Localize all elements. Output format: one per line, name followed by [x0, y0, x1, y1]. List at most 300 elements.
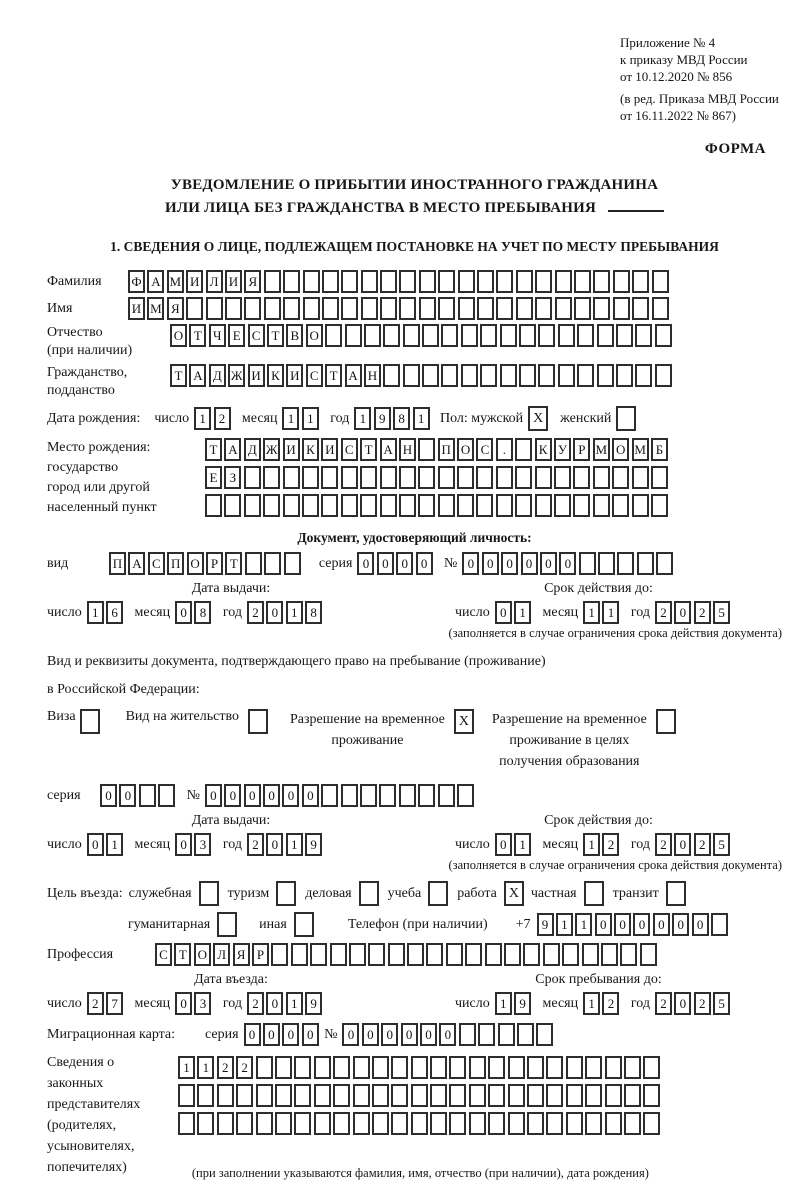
char-cell[interactable]	[488, 1112, 505, 1135]
char-cell[interactable]	[217, 1084, 234, 1107]
char-cell[interactable]: Я	[167, 297, 184, 320]
char-cell[interactable]	[341, 494, 358, 517]
char-cell[interactable]	[593, 297, 610, 320]
char-cell[interactable]	[224, 494, 241, 517]
char-cell[interactable]	[605, 1084, 622, 1107]
char-cell[interactable]	[476, 494, 493, 517]
char-cell[interactable]: А	[147, 270, 164, 293]
char-cell[interactable]: П	[438, 438, 455, 461]
char-cell[interactable]	[496, 466, 513, 489]
char-cell[interactable]: 1	[583, 992, 600, 1015]
char-cell[interactable]	[314, 1056, 331, 1079]
char-cell[interactable]: 2	[247, 601, 264, 624]
char-cell[interactable]: 0	[439, 1023, 456, 1046]
char-cell[interactable]: 0	[342, 1023, 359, 1046]
purpose-study-checkbox[interactable]	[428, 881, 448, 906]
char-cell[interactable]: 2	[655, 601, 672, 624]
char-cell[interactable]: Т	[174, 943, 191, 966]
char-cell[interactable]	[399, 297, 416, 320]
char-cell[interactable]	[574, 297, 591, 320]
char-cell[interactable]: 0	[244, 784, 261, 807]
char-cell[interactable]	[498, 1023, 515, 1046]
char-cell[interactable]: 1	[354, 407, 371, 430]
char-cell[interactable]: 2	[655, 992, 672, 1015]
char-cell[interactable]: 1	[583, 833, 600, 856]
char-cell[interactable]	[422, 324, 439, 347]
char-cell[interactable]: 5	[713, 833, 730, 856]
char-cell[interactable]	[361, 297, 378, 320]
char-cell[interactable]: 2	[87, 992, 104, 1015]
char-cell[interactable]	[310, 943, 327, 966]
char-cell[interactable]	[275, 1084, 292, 1107]
char-cell[interactable]	[461, 324, 478, 347]
char-cell[interactable]	[349, 943, 366, 966]
char-cell[interactable]	[391, 1056, 408, 1079]
char-cell[interactable]: 0	[692, 913, 709, 936]
char-cell[interactable]	[364, 324, 381, 347]
char-cell[interactable]: 0	[521, 552, 538, 575]
char-cell[interactable]	[236, 1112, 253, 1135]
char-cell[interactable]	[158, 784, 175, 807]
char-cell[interactable]	[558, 364, 575, 387]
char-cell[interactable]: М	[593, 438, 610, 461]
char-cell[interactable]	[379, 784, 396, 807]
char-cell[interactable]	[635, 364, 652, 387]
char-cell[interactable]: Ж	[263, 438, 280, 461]
char-cell[interactable]: 5	[713, 992, 730, 1015]
char-cell[interactable]: 2	[655, 833, 672, 856]
char-cell[interactable]	[620, 943, 637, 966]
char-cell[interactable]: 9	[514, 992, 531, 1015]
char-cell[interactable]	[430, 1084, 447, 1107]
char-cell[interactable]: 0	[595, 913, 612, 936]
char-cell[interactable]	[236, 1084, 253, 1107]
char-cell[interactable]: Я	[233, 943, 250, 966]
char-cell[interactable]	[244, 297, 261, 320]
char-cell[interactable]	[403, 324, 420, 347]
char-cell[interactable]	[469, 1084, 486, 1107]
char-cell[interactable]: 2	[236, 1056, 253, 1079]
char-cell[interactable]: 0	[263, 1023, 280, 1046]
char-cell[interactable]	[585, 1084, 602, 1107]
char-cell[interactable]	[360, 466, 377, 489]
char-cell[interactable]: У	[554, 438, 571, 461]
char-cell[interactable]	[178, 1084, 195, 1107]
char-cell[interactable]: 2	[602, 992, 619, 1015]
char-cell[interactable]	[480, 324, 497, 347]
char-cell[interactable]	[643, 1112, 660, 1135]
char-cell[interactable]	[535, 270, 552, 293]
char-cell[interactable]: 5	[713, 601, 730, 624]
char-cell[interactable]	[314, 1084, 331, 1107]
char-cell[interactable]: И	[128, 297, 145, 320]
char-cell[interactable]	[449, 1112, 466, 1135]
char-cell[interactable]	[566, 1084, 583, 1107]
char-cell[interactable]	[368, 943, 385, 966]
char-cell[interactable]	[256, 1056, 273, 1079]
purpose-tourism-checkbox[interactable]	[276, 881, 296, 906]
char-cell[interactable]	[477, 270, 494, 293]
char-cell[interactable]: 0	[224, 784, 241, 807]
char-cell[interactable]	[523, 943, 540, 966]
char-cell[interactable]	[438, 466, 455, 489]
char-cell[interactable]	[469, 1056, 486, 1079]
temp-residence-checkbox[interactable]: X	[454, 709, 474, 734]
char-cell[interactable]	[139, 784, 156, 807]
char-cell[interactable]: 0	[266, 992, 283, 1015]
char-cell[interactable]: Н	[399, 438, 416, 461]
char-cell[interactable]	[411, 1056, 428, 1079]
purpose-work-checkbox[interactable]: X	[504, 881, 524, 906]
char-cell[interactable]	[585, 1112, 602, 1135]
char-cell[interactable]	[624, 1112, 641, 1135]
char-cell[interactable]	[449, 1056, 466, 1079]
char-cell[interactable]: 0	[263, 784, 280, 807]
char-cell[interactable]	[538, 364, 555, 387]
char-cell[interactable]	[478, 1023, 495, 1046]
char-cell[interactable]: Н	[364, 364, 381, 387]
purpose-other-checkbox[interactable]	[294, 912, 314, 937]
char-cell[interactable]	[283, 466, 300, 489]
purpose-transit-checkbox[interactable]	[666, 881, 686, 906]
char-cell[interactable]: 0	[381, 1023, 398, 1046]
char-cell[interactable]	[360, 784, 377, 807]
char-cell[interactable]	[477, 297, 494, 320]
char-cell[interactable]	[430, 1112, 447, 1135]
char-cell[interactable]	[205, 494, 222, 517]
char-cell[interactable]	[597, 364, 614, 387]
char-cell[interactable]	[546, 1084, 563, 1107]
char-cell[interactable]	[555, 270, 572, 293]
char-cell[interactable]: 6	[106, 601, 123, 624]
char-cell[interactable]	[558, 324, 575, 347]
char-cell[interactable]	[562, 943, 579, 966]
char-cell[interactable]: 0	[205, 784, 222, 807]
char-cell[interactable]	[372, 1084, 389, 1107]
char-cell[interactable]: 0	[377, 552, 394, 575]
char-cell[interactable]	[206, 297, 223, 320]
char-cell[interactable]: К	[302, 438, 319, 461]
char-cell[interactable]	[341, 270, 358, 293]
char-cell[interactable]: С	[155, 943, 172, 966]
char-cell[interactable]: 0	[495, 833, 512, 856]
char-cell[interactable]	[422, 364, 439, 387]
char-cell[interactable]	[426, 943, 443, 966]
char-cell[interactable]: 2	[694, 833, 711, 856]
char-cell[interactable]	[341, 466, 358, 489]
char-cell[interactable]	[585, 1056, 602, 1079]
char-cell[interactable]	[383, 364, 400, 387]
char-cell[interactable]: 9	[537, 913, 554, 936]
char-cell[interactable]: И	[321, 438, 338, 461]
char-cell[interactable]	[465, 943, 482, 966]
char-cell[interactable]	[284, 552, 301, 575]
char-cell[interactable]: 1	[87, 601, 104, 624]
char-cell[interactable]	[527, 1084, 544, 1107]
char-cell[interactable]	[458, 297, 475, 320]
char-cell[interactable]	[577, 324, 594, 347]
temp-residence-edu-checkbox[interactable]	[656, 709, 676, 734]
char-cell[interactable]: Т	[170, 364, 187, 387]
char-cell[interactable]: О	[457, 438, 474, 461]
char-cell[interactable]	[582, 943, 599, 966]
char-cell[interactable]	[527, 1056, 544, 1079]
purpose-private-checkbox[interactable]	[584, 881, 604, 906]
char-cell[interactable]	[593, 270, 610, 293]
char-cell[interactable]: 0	[614, 913, 631, 936]
char-cell[interactable]	[480, 364, 497, 387]
char-cell[interactable]	[655, 364, 672, 387]
char-cell[interactable]	[391, 1084, 408, 1107]
char-cell[interactable]	[333, 1084, 350, 1107]
char-cell[interactable]: Л	[213, 943, 230, 966]
char-cell[interactable]	[605, 1112, 622, 1135]
char-cell[interactable]: Ч	[209, 324, 226, 347]
char-cell[interactable]: А	[345, 364, 362, 387]
char-cell[interactable]	[361, 270, 378, 293]
char-cell[interactable]	[459, 1023, 476, 1046]
char-cell[interactable]: Т	[360, 438, 377, 461]
char-cell[interactable]	[500, 364, 517, 387]
char-cell[interactable]: 0	[244, 1023, 261, 1046]
char-cell[interactable]	[632, 494, 649, 517]
char-cell[interactable]	[245, 552, 262, 575]
char-cell[interactable]	[457, 466, 474, 489]
char-cell[interactable]	[291, 943, 308, 966]
char-cell[interactable]	[441, 364, 458, 387]
char-cell[interactable]	[283, 297, 300, 320]
purpose-official-checkbox[interactable]	[199, 881, 219, 906]
char-cell[interactable]: Е	[228, 324, 245, 347]
char-cell[interactable]	[624, 1084, 641, 1107]
char-cell[interactable]: 0	[674, 601, 691, 624]
char-cell[interactable]	[573, 466, 590, 489]
char-cell[interactable]: 1	[302, 407, 319, 430]
char-cell[interactable]	[555, 297, 572, 320]
char-cell[interactable]	[283, 270, 300, 293]
char-cell[interactable]	[566, 1056, 583, 1079]
char-cell[interactable]	[632, 270, 649, 293]
char-cell[interactable]	[652, 297, 669, 320]
char-cell[interactable]: К	[267, 364, 284, 387]
char-cell[interactable]	[197, 1084, 214, 1107]
char-cell[interactable]	[496, 297, 513, 320]
char-cell[interactable]	[613, 297, 630, 320]
char-cell[interactable]: 0	[672, 913, 689, 936]
char-cell[interactable]	[616, 324, 633, 347]
char-cell[interactable]: 9	[374, 407, 391, 430]
char-cell[interactable]	[508, 1084, 525, 1107]
char-cell[interactable]	[519, 364, 536, 387]
char-cell[interactable]: И	[225, 270, 242, 293]
char-cell[interactable]	[538, 324, 555, 347]
char-cell[interactable]	[380, 494, 397, 517]
char-cell[interactable]	[256, 1112, 273, 1135]
char-cell[interactable]	[430, 1056, 447, 1079]
char-cell[interactable]	[353, 1112, 370, 1135]
char-cell[interactable]	[353, 1056, 370, 1079]
char-cell[interactable]	[186, 297, 203, 320]
char-cell[interactable]: 2	[214, 407, 231, 430]
char-cell[interactable]	[655, 324, 672, 347]
char-cell[interactable]	[283, 494, 300, 517]
char-cell[interactable]	[536, 1023, 553, 1046]
char-cell[interactable]: И	[186, 270, 203, 293]
char-cell[interactable]	[504, 943, 521, 966]
char-cell[interactable]	[616, 364, 633, 387]
char-cell[interactable]: 2	[694, 601, 711, 624]
char-cell[interactable]	[225, 297, 242, 320]
char-cell[interactable]: Т	[189, 324, 206, 347]
char-cell[interactable]	[321, 494, 338, 517]
char-cell[interactable]	[508, 1056, 525, 1079]
char-cell[interactable]	[515, 494, 532, 517]
char-cell[interactable]: 0	[100, 784, 117, 807]
char-cell[interactable]	[372, 1112, 389, 1135]
char-cell[interactable]	[419, 297, 436, 320]
char-cell[interactable]	[217, 1112, 234, 1135]
char-cell[interactable]	[399, 494, 416, 517]
char-cell[interactable]: 0	[653, 913, 670, 936]
char-cell[interactable]	[275, 1112, 292, 1135]
char-cell[interactable]: Е	[205, 466, 222, 489]
char-cell[interactable]: О	[306, 324, 323, 347]
char-cell[interactable]: М	[167, 270, 184, 293]
char-cell[interactable]: 0	[396, 552, 413, 575]
char-cell[interactable]	[264, 552, 281, 575]
char-cell[interactable]	[496, 270, 513, 293]
char-cell[interactable]	[441, 324, 458, 347]
char-cell[interactable]	[321, 466, 338, 489]
char-cell[interactable]: О	[187, 552, 204, 575]
char-cell[interactable]: 1	[197, 1056, 214, 1079]
char-cell[interactable]	[515, 438, 532, 461]
char-cell[interactable]	[438, 270, 455, 293]
char-cell[interactable]	[577, 364, 594, 387]
char-cell[interactable]	[303, 270, 320, 293]
char-cell[interactable]	[391, 1112, 408, 1135]
char-cell[interactable]	[263, 466, 280, 489]
char-cell[interactable]	[388, 943, 405, 966]
char-cell[interactable]	[263, 494, 280, 517]
char-cell[interactable]: 8	[194, 601, 211, 624]
char-cell[interactable]: 0	[362, 1023, 379, 1046]
char-cell[interactable]	[476, 466, 493, 489]
char-cell[interactable]	[418, 466, 435, 489]
char-cell[interactable]: 0	[416, 552, 433, 575]
char-cell[interactable]	[345, 324, 362, 347]
char-cell[interactable]: Т	[225, 552, 242, 575]
char-cell[interactable]	[651, 494, 668, 517]
char-cell[interactable]	[516, 270, 533, 293]
char-cell[interactable]: 0	[119, 784, 136, 807]
char-cell[interactable]	[407, 943, 424, 966]
char-cell[interactable]: 2	[217, 1056, 234, 1079]
char-cell[interactable]	[419, 270, 436, 293]
char-cell[interactable]: 9	[305, 833, 322, 856]
char-cell[interactable]	[485, 943, 502, 966]
char-cell[interactable]	[256, 1084, 273, 1107]
char-cell[interactable]	[617, 552, 634, 575]
char-cell[interactable]	[178, 1112, 195, 1135]
char-cell[interactable]	[613, 270, 630, 293]
char-cell[interactable]	[294, 1084, 311, 1107]
char-cell[interactable]: С	[341, 438, 358, 461]
char-cell[interactable]: 0	[462, 552, 479, 575]
char-cell[interactable]: О	[170, 324, 187, 347]
char-cell[interactable]: М	[632, 438, 649, 461]
char-cell[interactable]: П	[167, 552, 184, 575]
char-cell[interactable]	[656, 552, 673, 575]
residence-permit-checkbox[interactable]	[248, 709, 268, 734]
char-cell[interactable]: Т	[325, 364, 342, 387]
char-cell[interactable]: С	[248, 324, 265, 347]
sex-male-checkbox[interactable]: X	[528, 406, 548, 431]
char-cell[interactable]: А	[224, 438, 241, 461]
char-cell[interactable]	[438, 784, 455, 807]
char-cell[interactable]	[488, 1056, 505, 1079]
char-cell[interactable]	[457, 494, 474, 517]
char-cell[interactable]: А	[128, 552, 145, 575]
char-cell[interactable]	[403, 364, 420, 387]
char-cell[interactable]: 0	[674, 833, 691, 856]
char-cell[interactable]: А	[189, 364, 206, 387]
char-cell[interactable]	[601, 943, 618, 966]
char-cell[interactable]: 0	[302, 1023, 319, 1046]
char-cell[interactable]	[302, 466, 319, 489]
char-cell[interactable]: 0	[540, 552, 557, 575]
char-cell[interactable]: 0	[401, 1023, 418, 1046]
char-cell[interactable]	[635, 324, 652, 347]
char-cell[interactable]: 2	[602, 833, 619, 856]
char-cell[interactable]	[321, 784, 338, 807]
char-cell[interactable]	[593, 466, 610, 489]
char-cell[interactable]: К	[535, 438, 552, 461]
char-cell[interactable]	[372, 1056, 389, 1079]
char-cell[interactable]	[461, 364, 478, 387]
char-cell[interactable]	[457, 784, 474, 807]
char-cell[interactable]	[566, 1112, 583, 1135]
char-cell[interactable]: 0	[420, 1023, 437, 1046]
char-cell[interactable]	[264, 270, 281, 293]
char-cell[interactable]: А	[380, 438, 397, 461]
char-cell[interactable]	[535, 297, 552, 320]
char-cell[interactable]: 0	[302, 784, 319, 807]
sex-female-checkbox[interactable]	[616, 406, 636, 431]
char-cell[interactable]	[353, 1084, 370, 1107]
char-cell[interactable]	[632, 466, 649, 489]
char-cell[interactable]: 0	[501, 552, 518, 575]
char-cell[interactable]	[651, 466, 668, 489]
char-cell[interactable]	[527, 1112, 544, 1135]
char-cell[interactable]	[438, 297, 455, 320]
char-cell[interactable]: О	[194, 943, 211, 966]
char-cell[interactable]	[458, 270, 475, 293]
char-cell[interactable]	[519, 324, 536, 347]
char-cell[interactable]	[418, 784, 435, 807]
char-cell[interactable]: 1	[602, 601, 619, 624]
char-cell[interactable]	[294, 1112, 311, 1135]
char-cell[interactable]	[496, 494, 513, 517]
char-cell[interactable]	[275, 1056, 292, 1079]
char-cell[interactable]	[546, 1112, 563, 1135]
char-cell[interactable]	[197, 1112, 214, 1135]
char-cell[interactable]	[380, 466, 397, 489]
char-cell[interactable]	[632, 297, 649, 320]
char-cell[interactable]	[546, 1056, 563, 1079]
char-cell[interactable]: Д	[244, 438, 261, 461]
char-cell[interactable]: И	[283, 438, 300, 461]
